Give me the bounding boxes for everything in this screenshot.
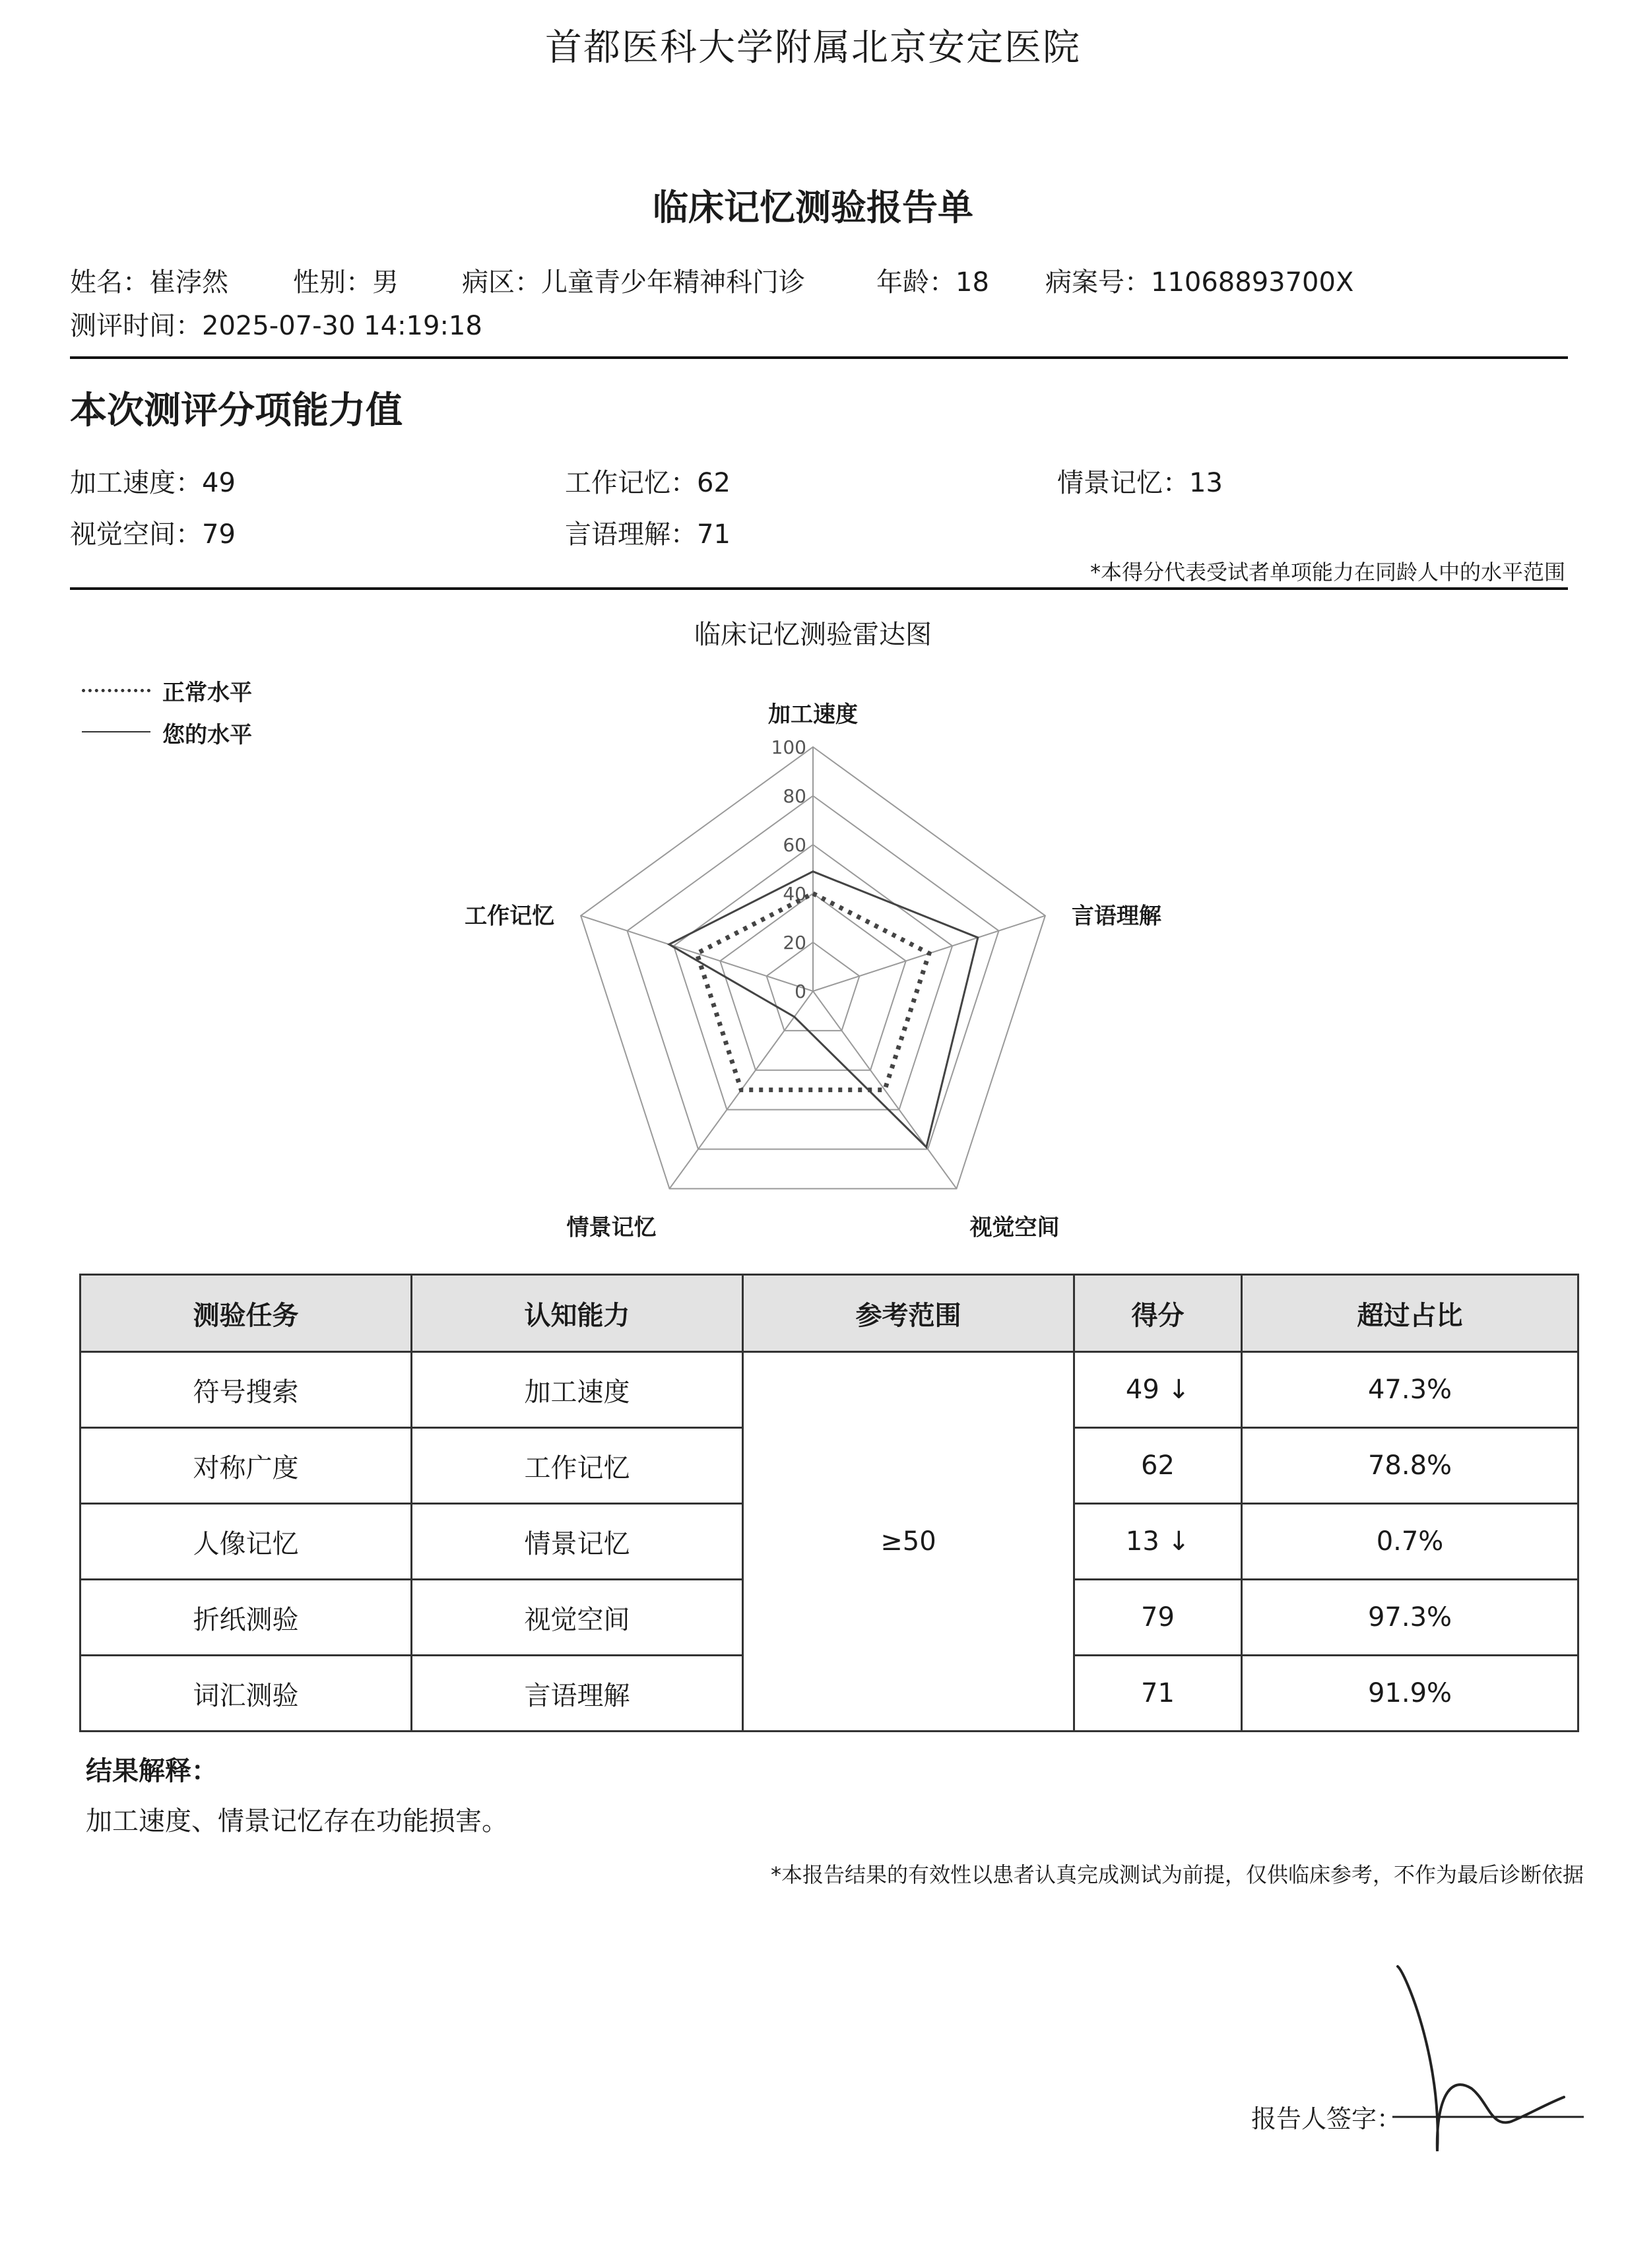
- cell-task: 词汇测验: [81, 1656, 412, 1732]
- cell-score: 49 ↓: [1074, 1352, 1242, 1428]
- header-score: 得分: [1074, 1275, 1242, 1352]
- tick-label: 80: [783, 785, 806, 807]
- cell-percent: 97.3%: [1242, 1580, 1578, 1656]
- disclaimer: *本报告结果的有效性以患者认真完成测试为前提，仅供临床参考，不作为最后诊断依据: [770, 1862, 1584, 1887]
- patient-name: 姓名：崔浡然: [70, 267, 228, 298]
- table-row: [81, 1352, 1578, 1428]
- cell-ability: 情景记忆: [412, 1504, 743, 1580]
- axis-label: 工作记忆: [465, 903, 555, 930]
- table-header-row: [81, 1275, 1578, 1352]
- legend-yours-label: 您的水平: [162, 722, 252, 748]
- scores-section-title: 本次测评分项能力值: [70, 389, 403, 432]
- interpretation-title: 结果解释：: [86, 1756, 218, 1786]
- cell-reference-range: ≥50: [743, 1352, 1074, 1732]
- score-episodic-memory: 情景记忆：13: [1057, 468, 1223, 498]
- cell-ability: 言语理解: [412, 1656, 743, 1732]
- cell-task: 折纸测验: [81, 1580, 412, 1656]
- results-table: [79, 1274, 1579, 1732]
- score-working-memory: 工作记忆：62: [565, 468, 731, 498]
- hospital-name: 首都医科大学附属北京安定医院: [545, 26, 1081, 69]
- cell-percent: 47.3%: [1242, 1352, 1578, 1428]
- cell-score: 13 ↓: [1074, 1504, 1242, 1580]
- tick-label: 100: [771, 736, 806, 758]
- patient-record-no: 病案号：11068893700X: [1045, 267, 1354, 298]
- tick-label: 40: [783, 883, 806, 905]
- radar-ticks: [771, 736, 806, 1002]
- score-visual-spatial: 视觉空间：79: [70, 519, 236, 550]
- signature-label: 报告人签字：: [1251, 2104, 1402, 2133]
- header-ability: 认知能力: [412, 1275, 743, 1352]
- cell-task: 对称广度: [81, 1428, 412, 1504]
- score-processing-speed: 加工速度：49: [70, 468, 236, 498]
- cell-percent: 78.8%: [1242, 1428, 1578, 1504]
- chart-title: 临床记忆测验雷达图: [694, 620, 932, 650]
- cell-score: 71: [1074, 1656, 1242, 1732]
- patient-ward: 病区：儿童青少年精神科门诊: [462, 267, 805, 298]
- radar-spokes: [581, 747, 1045, 1188]
- patient-age: 年龄：18: [876, 267, 989, 298]
- report-title: 临床记忆测验报告单: [653, 187, 973, 228]
- cell-ability: 加工速度: [412, 1352, 743, 1428]
- cell-task: 符号搜索: [81, 1352, 412, 1428]
- score-verbal-comprehension: 言语理解：71: [565, 519, 731, 550]
- tick-label: 20: [783, 932, 806, 954]
- score-note: *本得分代表受试者单项能力在同龄人中的水平范围: [1089, 560, 1565, 585]
- test-time: 测评时间：2025-07-30 14:19:18: [70, 311, 482, 341]
- handwritten-signature: [1379, 1953, 1597, 2164]
- cell-score: 62: [1074, 1428, 1242, 1504]
- axis-spoke: [813, 991, 956, 1188]
- axis-label: 言语理解: [1071, 903, 1161, 930]
- axis-label: 视觉空间: [969, 1214, 1060, 1241]
- tick-label: 0: [795, 981, 806, 1002]
- tick-label: 60: [783, 834, 806, 856]
- patient-gender: 性别：男: [293, 267, 399, 298]
- axis-spoke: [581, 916, 813, 991]
- axis-label: 加工速度: [768, 701, 858, 728]
- header-reference: 参考范围: [743, 1275, 1074, 1352]
- cell-task: 人像记忆: [81, 1504, 412, 1580]
- cell-ability: 工作记忆: [412, 1428, 743, 1504]
- cell-score: 79: [1074, 1580, 1242, 1656]
- header-percent: 超过占比: [1242, 1275, 1578, 1352]
- axis-label: 情景记忆: [566, 1214, 657, 1241]
- header-task: 测验任务: [81, 1275, 412, 1352]
- cell-percent: 0.7%: [1242, 1504, 1578, 1580]
- interpretation-text: 加工速度、情景记忆存在功能损害。: [86, 1806, 508, 1836]
- legend-normal-label: 正常水平: [162, 680, 252, 706]
- cell-ability: 视觉空间: [412, 1580, 743, 1656]
- cell-percent: 91.9%: [1242, 1656, 1578, 1732]
